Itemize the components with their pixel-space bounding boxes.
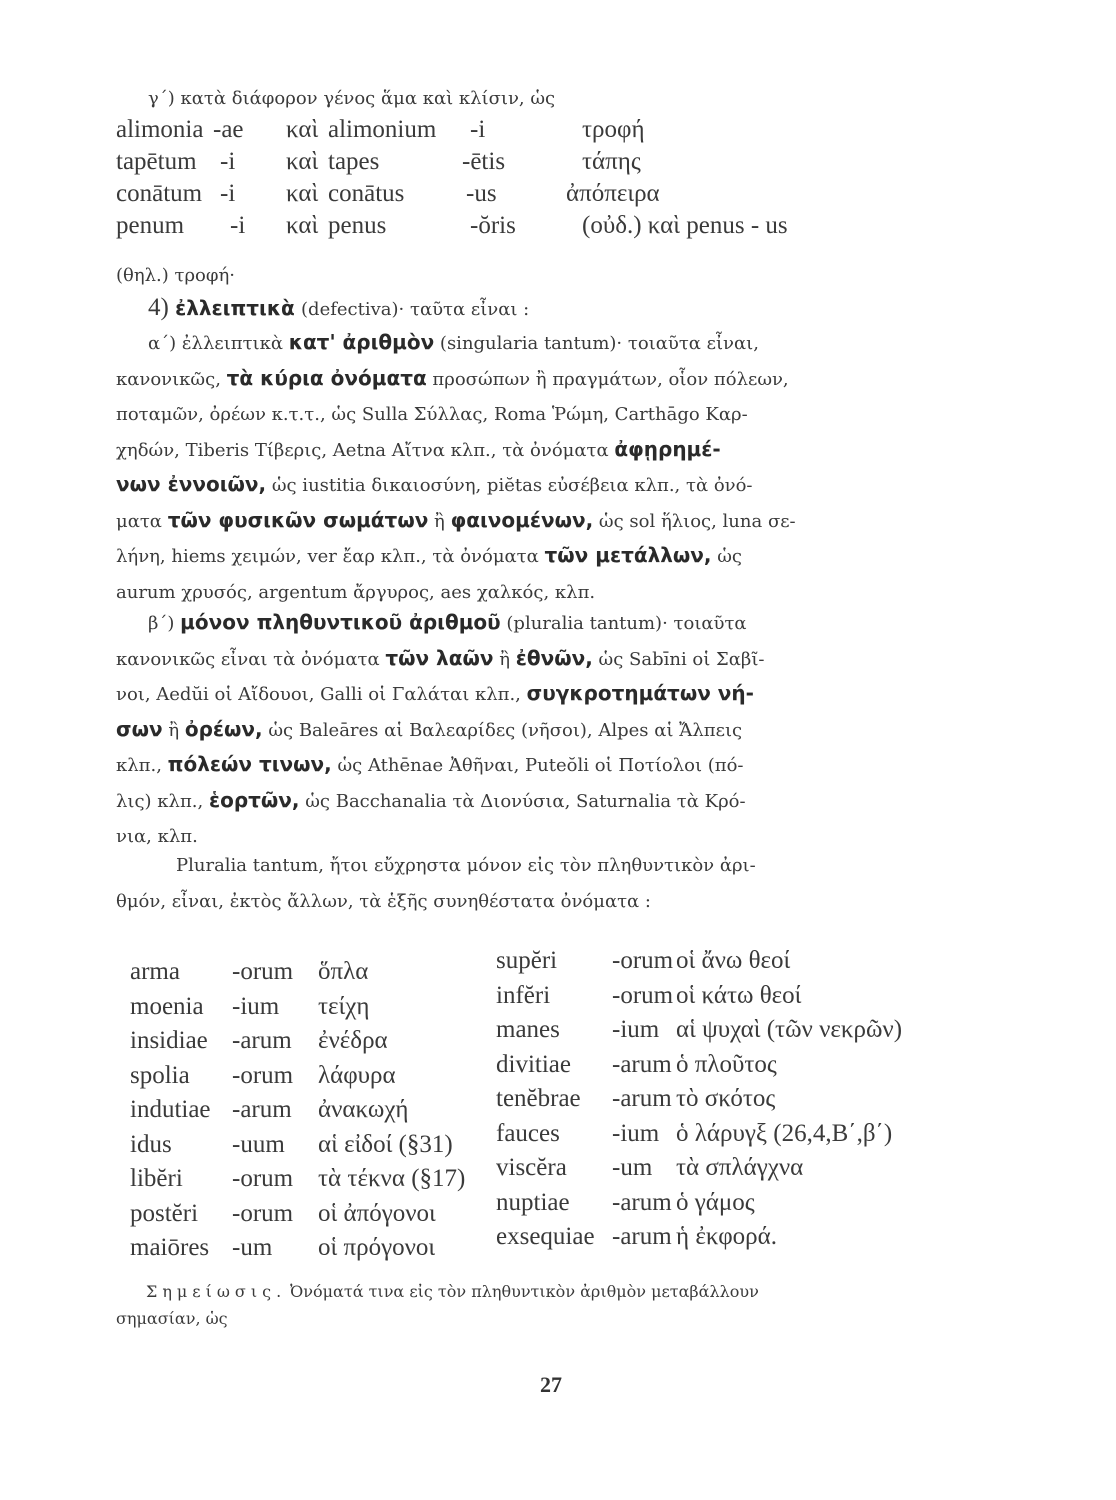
latin-word: fauces xyxy=(496,1119,560,1147)
latin-word: exsequiae xyxy=(496,1223,595,1250)
greek-meaning: τὸ σκότος xyxy=(676,1085,776,1112)
variant-word-a: alimonia xyxy=(116,116,204,143)
latin-word: manes xyxy=(496,1016,560,1043)
greek-meaning: τὰ σπλάγχνα xyxy=(676,1154,804,1181)
text-run: aurum χρυσός, argentum ἄργυρος, aes χαλκός, κλπ. xyxy=(116,581,596,603)
page-number: 27 xyxy=(540,1372,562,1397)
greek-meaning: ἀνακωχή xyxy=(318,1096,409,1123)
text-run: ἢ xyxy=(162,719,185,741)
note-label: Σημείωσις. xyxy=(146,1282,287,1301)
latin-word: spolia xyxy=(130,1061,190,1089)
variant-meaning: τροφή xyxy=(582,116,645,143)
latin-word: moenia xyxy=(130,992,204,1020)
greek-meaning: ἐνέδρα xyxy=(318,1027,388,1054)
word-ending: -ium xyxy=(612,1119,660,1147)
bold-term: πόλεών τινων, xyxy=(167,752,332,776)
variant-ending-b: -ētis xyxy=(462,148,506,175)
bold-term: σων xyxy=(116,716,163,741)
text-line xyxy=(148,607,747,639)
text-line xyxy=(116,398,748,430)
text-line xyxy=(116,820,198,852)
bold-term: συγκροτημάτων νή- xyxy=(526,681,754,705)
text-run: ἢ xyxy=(428,510,451,532)
greek-meaning: οἱ πρόγονοι xyxy=(318,1234,436,1261)
bold-term: τῶν λαῶν xyxy=(385,645,494,670)
section-4-number: 4) xyxy=(148,294,169,321)
word-ending: -orum xyxy=(232,1199,294,1227)
text-line xyxy=(116,434,721,466)
greek-meaning: αἱ εἰδοί (§31) xyxy=(318,1130,453,1158)
variant-ending-b: -us xyxy=(466,180,497,207)
latin-word: arma xyxy=(130,958,180,985)
text-line xyxy=(116,469,753,501)
text-run: ὡς Sabīni οἱ Σαβῖ- xyxy=(592,648,765,670)
variant-meaning: (οὐδ.) καὶ penus - us xyxy=(582,212,788,239)
text-line xyxy=(116,363,789,395)
text-line xyxy=(116,785,746,817)
bold-term: ἐθνῶν, xyxy=(515,645,593,670)
text-run: ποταμῶν, ὀρέων κ.τ.τ., ὡς Sulla Σύλλας, Roma Ῥώμη, Carthāgo Καρ- xyxy=(116,404,748,425)
word-ending: -arum xyxy=(612,1223,672,1250)
variant-ending-a: -i xyxy=(230,212,246,239)
variant-conj: καὶ xyxy=(286,148,319,175)
greek-meaning: τὰ τέκνα (§17) xyxy=(318,1165,466,1192)
bold-term: κατ' ἀριθμὸν xyxy=(288,330,435,354)
greek-meaning: τείχη xyxy=(318,992,370,1020)
bold-term: μόνον πληθυντικοῦ ἀριθμοῦ xyxy=(180,610,501,634)
text-run: ὡς iustitia δικαιοσύνη, piĕtas εὐσέβεια κλπ., τὰ ὀνό- xyxy=(266,475,753,496)
greek-meaning: οἱ ἀπόγονοι xyxy=(318,1199,436,1227)
word-ending: -arum xyxy=(612,1188,672,1216)
text-run: β΄) xyxy=(148,613,181,634)
variant-word-a: tapētum xyxy=(116,148,197,175)
text-line xyxy=(116,749,744,781)
pluralia-intro-line: Pluralia tantum, ἤτοι εὔχρηστα μόνον εἰς τὸν πληθυντικὸν ἀρι- xyxy=(176,855,756,876)
latin-word: postĕri xyxy=(130,1199,199,1227)
greek-meaning: αἱ ψυχαὶ (τῶν νεκρῶν) xyxy=(676,1016,903,1043)
text-run: ὡς Bacchanalia τὰ Διονύσια, Saturnalia τὰ Κρό- xyxy=(299,790,746,812)
text-run: λις) κλπ., xyxy=(116,790,209,812)
greek-meaning: οἱ κάτω θεοί xyxy=(676,981,802,1009)
latin-word: nuptiae xyxy=(496,1188,570,1216)
bold-term: ὀρέων, xyxy=(184,716,263,741)
greek-meaning: ὅπλα xyxy=(318,958,369,985)
text-run: κανονικῶς εἶναι τὰ ὀνόματα xyxy=(116,648,386,670)
bold-term: νων ἐννοιῶν, xyxy=(116,472,267,496)
bold-term: τῶν φυσικῶν σωμάτων xyxy=(167,507,429,532)
text-run: κανονικῶς, xyxy=(116,368,227,390)
variant-ending-b: -i xyxy=(470,116,486,143)
text-line xyxy=(116,505,796,537)
greek-meaning: οἱ ἄνω θεοί xyxy=(676,947,791,974)
latin-word: tenĕbrae xyxy=(496,1085,581,1112)
text-line xyxy=(116,714,742,746)
word-ending: -arum xyxy=(612,1050,672,1078)
note-text-continued: σημασίαν, ὡς xyxy=(116,1309,228,1328)
word-ending: -arum xyxy=(612,1085,672,1112)
latin-word: maiōres xyxy=(130,1234,210,1261)
variant-word-a: penum xyxy=(116,212,185,239)
text-run: ὡς sol ἥλιος, luna σε- xyxy=(593,510,796,532)
variant-conj: καὶ xyxy=(286,212,319,239)
section-4-rest: (defectiva)· ταῦτα εἶναι : xyxy=(301,299,530,320)
latin-word: idus xyxy=(130,1130,172,1158)
heading-gamma: γ΄) κατὰ διάφορον γένος ἅμα καὶ κλίσιν, ὡς xyxy=(148,88,556,109)
bold-term: φαινομένων, xyxy=(450,507,594,532)
text-line xyxy=(148,327,759,359)
text-line xyxy=(116,643,764,675)
text-run: νια, κλπ. xyxy=(116,826,198,847)
variant-word-a: conātum xyxy=(116,180,203,207)
text-run: ματα xyxy=(116,510,168,532)
note-text: Ὀνόματά τινα εἰς τὸν πληθυντικὸν ἀριθμὸν μεταβάλλουν xyxy=(290,1282,759,1301)
text-run: προσώπων ἢ πραγμάτων, οἷον πόλεων, xyxy=(426,368,789,390)
word-ending: -orum xyxy=(612,981,674,1009)
section-4-term: ἐλλειπτικὰ xyxy=(175,296,295,320)
text-run: κλπ., xyxy=(116,755,168,776)
latin-word: infĕri xyxy=(496,981,551,1009)
variant-ending-b: -ŏris xyxy=(470,212,516,239)
greek-meaning: λάφυρα xyxy=(318,1061,396,1089)
latin-word: indutiae xyxy=(130,1096,211,1123)
word-ending: -uum xyxy=(232,1130,285,1158)
variant-word-b: tapes xyxy=(328,148,380,175)
variant-word-b: penus xyxy=(328,212,387,239)
text-run: λήνη, hiems χειμών, ver ἔαρ κλπ., τὰ ὀνόματα xyxy=(116,546,545,567)
word-ending: -arum xyxy=(232,1027,292,1054)
bold-term: τὰ κύρια ὀνόματα xyxy=(226,365,427,390)
variant-conj: καὶ xyxy=(286,116,319,143)
word-ending: -orum xyxy=(232,958,294,985)
text-run: χηδών, Tiberis Τίβερις, Aetna Αἴτνα κλπ., τὰ ὀνόματα xyxy=(116,439,615,461)
latin-word: divitiae xyxy=(496,1050,571,1078)
latin-word: viscĕra xyxy=(496,1154,567,1181)
word-ending: -orum xyxy=(612,947,674,974)
variant-word-b: conātus xyxy=(328,180,405,207)
latin-word: supĕri xyxy=(496,947,558,974)
latin-word: insidiae xyxy=(130,1027,208,1054)
text-run: (pluralia tantum)· τοιαῦτα xyxy=(500,613,747,634)
greek-meaning: ὁ λάρυγξ (26,4,Β΄,β΄) xyxy=(676,1119,893,1147)
latin-word: libĕri xyxy=(130,1165,183,1192)
text-line xyxy=(116,678,754,710)
word-ending: -ium xyxy=(232,992,280,1020)
text-run: (singularia tantum)· τοιαῦτα εἶναι, xyxy=(434,333,759,354)
word-ending: -um xyxy=(612,1154,653,1181)
variant-word-b: alimonium xyxy=(328,116,437,143)
greek-meaning: ὁ γάμος xyxy=(676,1188,755,1216)
pluralia-intro-line: θμόν, εἶναι, ἐκτὸς ἄλλων, τὰ ἑξῆς συνηθέστατα ὀνόματα : xyxy=(116,891,651,912)
word-ending: -arum xyxy=(232,1096,292,1123)
variant-ending-a: -i xyxy=(220,180,236,207)
word-ending: -orum xyxy=(232,1061,294,1089)
variant-meaning: τάπης xyxy=(582,148,641,175)
word-ending: -orum xyxy=(232,1165,294,1192)
bold-term: ἀφῃρημέ- xyxy=(614,436,721,461)
text-run: ὡς Baleāres αἱ Βαλεαρίδες (νῆσοι), Alpes αἱ Ἄλπεις xyxy=(262,719,743,741)
word-ending: -ium xyxy=(612,1016,660,1043)
variant-conj: καὶ xyxy=(286,180,319,207)
variant-ending-a: -ae xyxy=(213,116,244,143)
word-ending: -um xyxy=(232,1234,273,1261)
variant-tail: (θηλ.) τροφή· xyxy=(116,265,236,286)
text-run: α΄) ἐλλειπτικὰ xyxy=(148,333,289,354)
text-run: ὡς xyxy=(711,546,743,567)
text-run: νοι, Aedŭi οἱ Αἴδουοι, Galli οἱ Γαλάται κλπ., xyxy=(116,684,527,705)
text-line xyxy=(116,540,742,572)
section-4-heading xyxy=(148,293,529,325)
variant-ending-a: -i xyxy=(220,148,236,175)
greek-meaning: ἡ ἐκφορά. xyxy=(676,1223,777,1250)
text-line xyxy=(116,576,595,608)
bold-term: ἑορτῶν, xyxy=(208,787,300,812)
greek-meaning: ὁ πλοῦτος xyxy=(676,1050,777,1078)
text-run: ἢ xyxy=(493,648,516,670)
text-run: ὡς Athēnae Ἀθῆναι, Puteŏli οἱ Ποτίολοι (πό- xyxy=(331,755,744,776)
note xyxy=(146,1277,759,1308)
variant-meaning: ἀπόπειρα xyxy=(566,180,660,207)
bold-term: τῶν μετάλλων, xyxy=(544,543,712,567)
